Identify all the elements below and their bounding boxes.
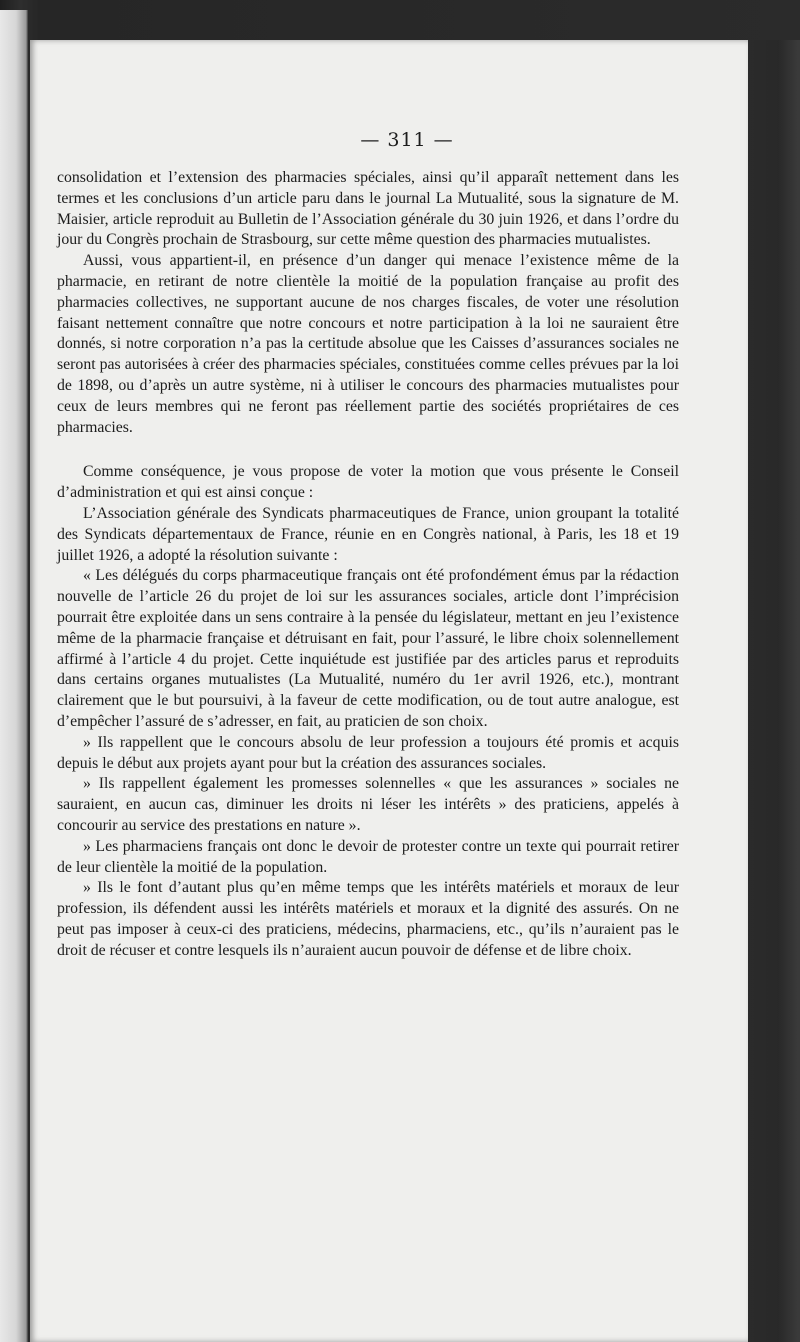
paragraph-2: Aussi, vous appartient-il, en présence d’un danger qui menace l’existence même de la pharmacie, en retirant de notre clientèle la moitié de la population française au profit des pharmacies collectives, ne supportant aucune de nos charges fiscales, de voter une résolution faisant nettement connaître que notre concours et notre participation à la loi ne sauraient être donnés, si notre corporation n’a pas la certitude absolue que les Caisses d’assurances sociales ne seront pas autorisées à créer des pharmacies spéciales, constituées comme celles prévues par la loi de 1898, ou d’après un autre système, ni à utiliser le concours des pharmacies mutualistes pour ceux de leurs membres qui ne feront pas réellement partie des sociétés propriétaires de ces pharmacies. <box>57 252 679 436</box>
paragraph-8: » Les pharmaciens français ont donc le devoir de protester contre un texte qui pourrait retirer de leur clientèle la moitié de la population. <box>57 837 679 876</box>
book-page <box>30 40 748 1342</box>
paragraph-1: consolidation et l’extension des pharmacies spéciales, ainsi qu’il apparaît nettement dans les termes et les conclusions d’un article paru dans le journal La Mutualité, sous la signature de M. Maisier, article reproduit au Bulletin de l’Association générale du 30 juin 1926, et dans l’ordre du jour du Congrès prochain de Strasbourg, sur cette même question des pharmacies mutualistes. <box>57 169 679 249</box>
page-right-shadow <box>748 40 800 1342</box>
paragraph-5: « Les délégués du corps pharmaceutique français ont été profondément émus par la rédaction nouvelle de l’article 26 du projet de loi sur les assurances sociales, article dont l’imprécision pourrait être exploitée dans un sens contraire à la pensée du législateur, mettant en jeu l’existence même de la pharmacie française et détruisant en fait, pour l’assuré, le libre choix solennellement affirmé à l’article 4 du projet. Cette inquiétude est justifiée par des articles parus et reproduits dans certains organes mutualistes (La Mutualité, numéro du 1er avril 1926, etc.), montrant clairement que le but poursuivi, à la faveur de cette modification, ou de tout autre analogue, est d’empêcher l’assuré de s’adresser, en fait, au praticien de son choix. <box>57 567 679 730</box>
paragraph-7: » Ils rappellent également les promesses solennelles « que les assurances » sociales ne sauraient, en aucun cas, diminuer les droits ni léser les intérêts » des praticiens, appelés à concourir au service des prestations en nature ». <box>57 775 679 834</box>
paragraph-4: L’Association générale des Syndicats pharmaceutiques de France, union groupant la totalité des Syndicats départementaux de France, réunie en en Congrès national, à Paris, les 18 et 19 juillet 1926, a adopté la résolution suivante : <box>57 504 679 564</box>
page-number: — 311 — <box>360 129 454 151</box>
paragraph-9: » Ils le font d’autant plus qu’en même temps que les intérêts matériels et moraux de leur profession, ils défendent aussi les intérêts matériels et moraux et la dignité des assurés. On ne peut pas imposer à ceux-ci des praticiens, médecins, pharmaciens, etc., qu’ils n’auraient pas le droit de récuser et contre lesquels ils n’auraient aucun pouvoir de défense et de libre choix. <box>57 879 679 959</box>
paragraph-gap <box>57 438 679 462</box>
previous-page-edge <box>0 10 28 1342</box>
paragraph-6: » Ils rappellent que le concours absolu de leur profession a toujours été promis et acquis depuis le début aux projets ayant pour but la création des assurances sociales. <box>57 733 679 772</box>
paragraph-3: Comme conséquence, je vous propose de voter la motion que vous présente le Conseil d’administration et qui est ainsi conçue : <box>57 463 679 502</box>
page-text <box>57 168 679 961</box>
